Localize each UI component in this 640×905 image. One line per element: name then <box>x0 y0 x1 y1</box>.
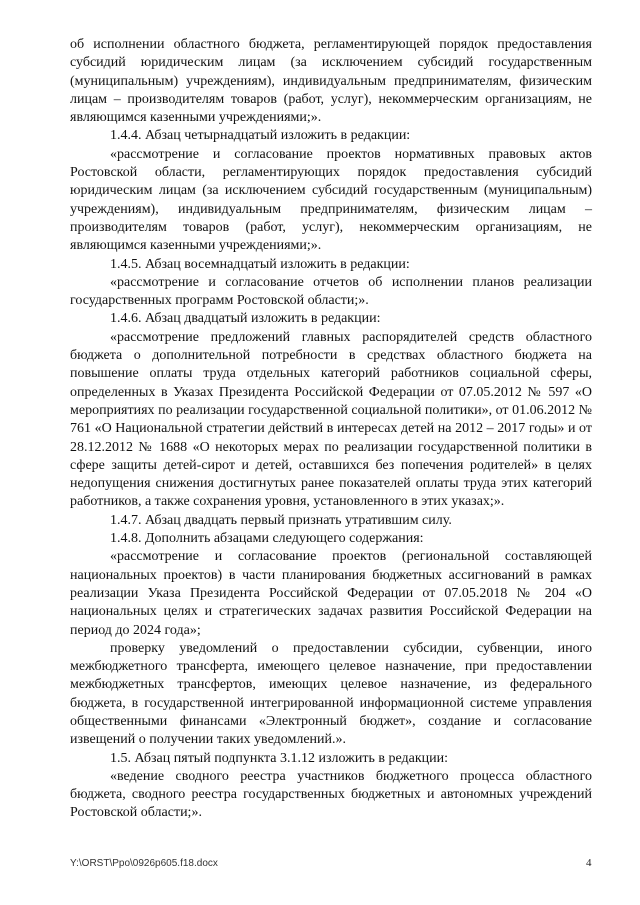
paragraph: проверку уведомлений о предоставлении субсидии, субвенции, иного межбюджетного трансферта, имеющего целевое назначение, при предоставлении межбюджетных трансфертов, имеющих целевое назначение, из федерального бюджета, в государственной интегрированной информационной системе управления общественными финансами «Электронный бюджет», создание и согласование извещений о получении таких уведомлений.». <box>70 640 592 748</box>
paragraph: 1.4.8. Дополнить абзацами следующего содержания: <box>110 531 424 547</box>
page-number: 4 <box>586 857 592 869</box>
paragraph: 1.5. Абзац пятый подпункта 3.1.12 изложить в редакции: <box>110 750 448 766</box>
paragraph: об исполнении областного бюджета, регламентирующей порядок предоставления субсидий юридическим лицам (за исключением субсидий государственным (муниципальным) учреждениям), индивидуальным предпринимателям, физическим лицам – производителям товаров (работ, услуг), некоммерческим организациям, не являющимся казенными учреждениями;». <box>70 37 592 126</box>
paragraph: «рассмотрение и согласование проектов (региональной составляющей национальных проектов) в части планирования бюджетных ассигнований в рамках реализации Указа Президента Российской Федерации от 07.05.2018 № 204 «О национальных целях и стратегических задачах развития Российской Федерации на период до 2024 года»; <box>70 549 592 638</box>
paragraph: 1.4.5. Абзац восемнадцатый изложить в редакции: <box>110 256 410 272</box>
paragraph: «рассмотрение предложений главных распорядителей средств областного бюджета о дополнительной потребности в средствах областного бюджета на повышение оплаты труда отдельных категорий работников социальной сферы, определенных в Указах Президента Российской Федерации от 07.05.2012 № 597 «О мероприятиях по реализации государственной социальной политики», от 01.06.2012 № 761 «О Национальной стратегии действий в интересах детей на 2012 – 2017 годы» и от 28.12.2012 № 1688 «О некоторых мерах по реализации государственной политики в сфере защиты детей-сирот и детей, оставшихся без попечения родителей» в целях недопущения снижения достигнутых ранее показателей оплаты труда этих категорий работников, а также сохранения уровня, установленного в этих указах;». <box>70 329 592 510</box>
paragraph: 1.4.4. Абзац четырнадцатый изложить в редакции: <box>110 128 411 144</box>
footer-file-path: Y:\ORST\Ppo\0926p605.f18.docx <box>70 858 218 869</box>
paragraph: 1.4.7. Абзац двадцать первый признать утратившим силу. <box>110 512 452 528</box>
paragraph: «рассмотрение и согласование отчетов об исполнении планов реализации государственных программ Ростовской области;». <box>70 274 592 309</box>
document-body <box>70 36 592 823</box>
paragraph: «ведение сводного реестра участников бюджетного процесса областного бюджета, сводного реестра государственных бюджетных и автономных учреждений Ростовской области;». <box>70 768 592 821</box>
paragraph: «рассмотрение и согласование проектов нормативных правовых актов Ростовской области, регламентирующих порядок предоставления субсидий юридическим лицам (за исключением субсидий государственным (муниципальным) учреждениям), индивидуальным предпринимателям, физическим лицам – производителям товаров (работ, услуг), некоммерческим организациям, не являющимся казенными учреждениями;». <box>70 146 592 254</box>
paragraph: 1.4.6. Абзац двадцатый изложить в редакции: <box>110 311 381 327</box>
